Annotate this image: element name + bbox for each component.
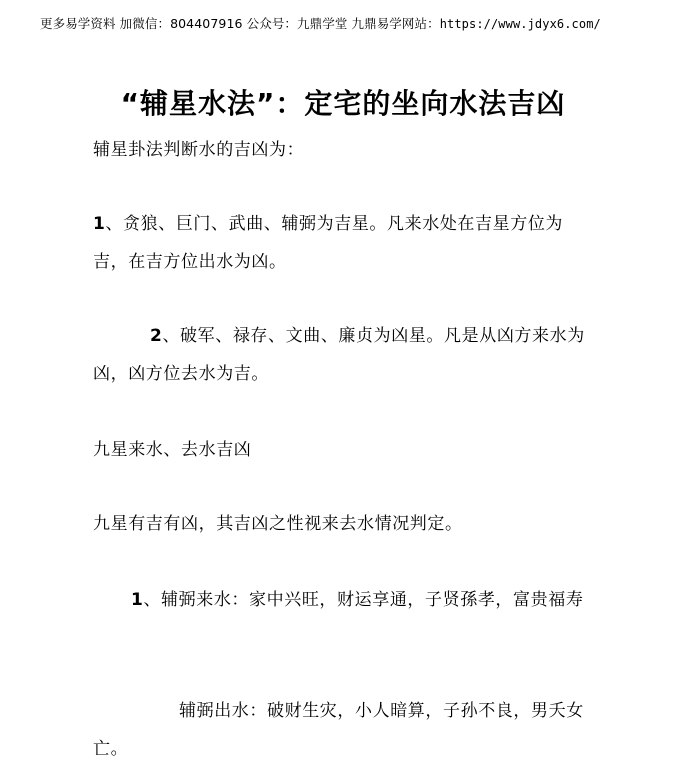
header-url: https://www.jdyx6.com/ bbox=[439, 17, 601, 31]
paragraph-fubi-outgoing bbox=[93, 692, 598, 768]
paragraph-number: 2 bbox=[150, 326, 163, 346]
paragraph-inauspicious-stars bbox=[93, 317, 598, 393]
paragraph-text: 九星有吉有凶，其吉凶之性视来去水情况判定。 bbox=[93, 514, 463, 534]
paragraph-text: 九星来水、去水吉凶 bbox=[93, 440, 252, 460]
header-text: 更多易学资料 加微信：804407916 公众号：九鼎学堂 九鼎易学网站： bbox=[40, 16, 440, 31]
paragraph-number: 1 bbox=[131, 590, 144, 610]
paragraph-text: 、贪狼、巨门、武曲、辅弼为吉星。凡来水处在吉星方位为吉，在吉方位出水为凶。 bbox=[93, 214, 564, 272]
paragraph-fubi-incoming bbox=[93, 581, 598, 619]
paragraph-text: 、辅弼来水：家中兴旺，财运享通，子贤孫孝，富贵福寿 bbox=[143, 590, 584, 610]
page-title: “辅星水法”：定宅的坐向水法吉凶 bbox=[120, 87, 566, 120]
paragraph-text: 、破军、禄存、文曲、廉贞为凶星。凡是从凶方来水为凶，凶方位去水为吉。 bbox=[93, 326, 585, 384]
paragraph-nine-stars bbox=[93, 505, 598, 543]
paragraph-intro bbox=[93, 131, 598, 169]
paragraph-subheading bbox=[93, 431, 598, 469]
paragraph-text: 辅弼出水：破财生灾，小人暗算，子孙不良，男夭女亡。 bbox=[93, 701, 584, 759]
paragraph-auspicious-stars bbox=[93, 205, 598, 281]
header-banner bbox=[40, 14, 601, 32]
paragraph-number: 1 bbox=[93, 214, 106, 234]
paragraph-text: 辅星卦法判断水的吉凶为： bbox=[93, 140, 305, 160]
